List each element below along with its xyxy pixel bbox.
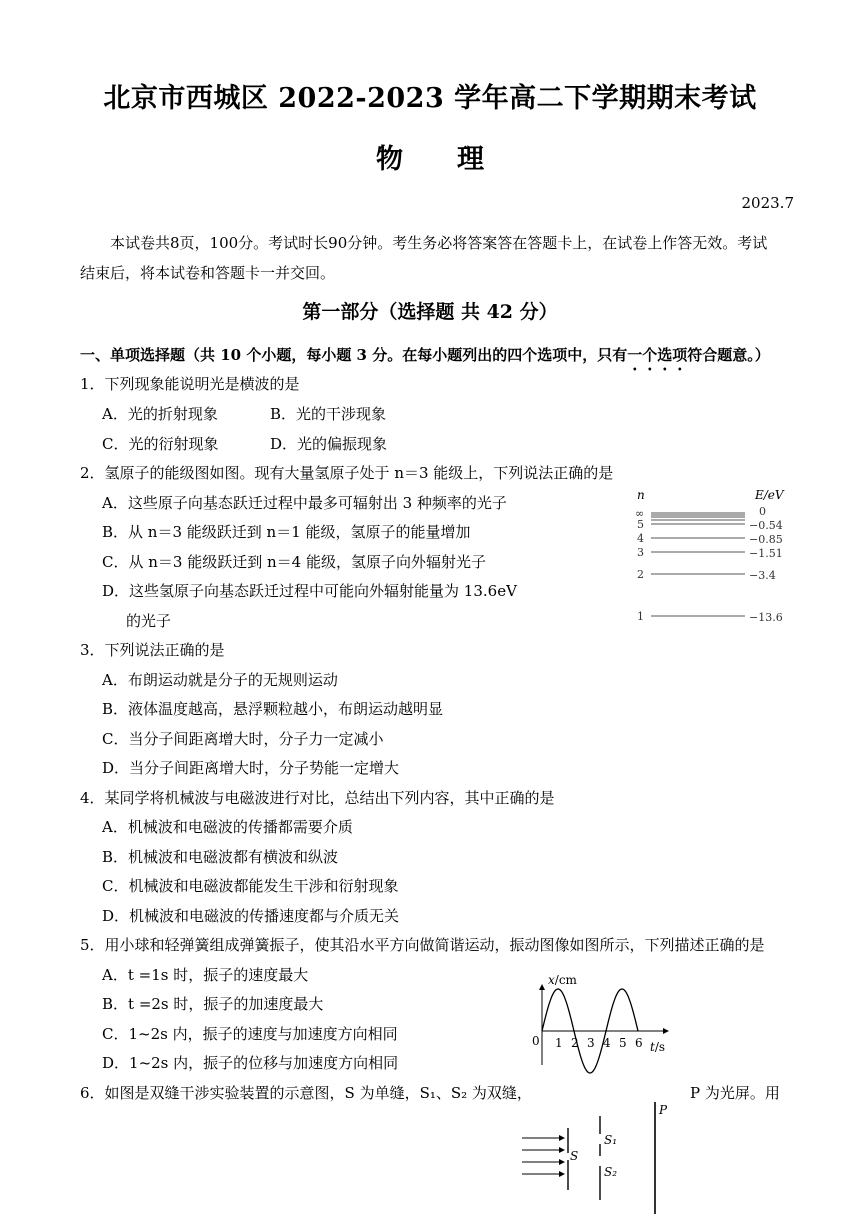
q5-option-c: C．1~2s 内，振子的速度与加速度方向相同 [102,1025,398,1043]
level-e-inf: 0 [759,505,766,518]
level-n-inf: ∞ [635,507,645,520]
q3-option-b: B．液体温度越高，悬浮颗粒越小，布朗运动越明显 [102,700,444,718]
label-s: S [570,1149,579,1163]
exam-date: 2023.7 [741,194,794,212]
level-e-5: −0.54 [749,519,783,532]
q2-option-d-continued: 的光子 [126,612,172,630]
question-5-stem: 5．用小球和轻弹簧组成弹簧振子，使其沿水平方向做简谐运动，振动图像如图所示，下列描述正确的是 [80,936,765,954]
question-4-stem: 4．某同学将机械波与电磁波进行对比，总结出下列内容，其中正确的是 [80,789,555,807]
tick-label-1: 1 [555,1036,563,1050]
x-axis-label: t/s [650,1040,666,1054]
page-title: 北京市西城区 2022-2023 学年高二下学期期末考试 [103,83,757,114]
q1-option-b: B．光的干涉现象 [270,405,387,423]
q3-option-a: A．布朗运动就是分子的无规则运动 [102,671,338,689]
label-s1: S₁ [604,1133,618,1147]
tick-label-2: 2 [571,1036,579,1050]
y-axis-label: x/cm [548,973,577,987]
level-n-2: 2 [637,568,644,581]
q1-option-c: C．光的衍射现象 [102,435,219,453]
q3-option-c: C．当分子间距离增大时，分子力一定减小 [102,730,384,748]
section-tail: 符合题意。） [687,346,770,364]
section-lead: 一、单项选择题（共 10 个小题，每小题 3 分。在每小题列出的四个选项中，只有 [80,346,628,364]
q2-option-d: D．这些氢原子向基态跃迁过程中可能向外辐射能量为 13.6eV [102,582,517,600]
origin-label: 0 [532,1034,540,1048]
tick-label-5: 5 [619,1036,627,1050]
energy-level-diagram [625,484,795,630]
energy-e-label: E/eV [755,488,784,502]
tick-label-4: 4 [603,1036,611,1050]
q4-option-b: B．机械波和电磁波都有横波和纵波 [102,848,339,866]
question-6-stem-b: P 为光屏。用 [690,1084,780,1102]
label-p: P [659,1103,668,1117]
q1-option-d: D．光的偏振现象 [270,435,388,453]
level-e-3: −1.51 [749,547,783,560]
q2-option-b: B．从 n＝3 能级跃迁到 n＝1 能级，氢原子的能量增加 [102,523,471,541]
level-e-1: −13.6 [749,611,783,624]
question-1-stem: 1．下列现象能说明光是横波的是 [80,375,300,393]
subject-title: 物 理 [376,144,484,175]
level-n-1: 1 [637,610,644,623]
label-s2: S₂ [604,1165,618,1179]
q2-option-c: C．从 n＝3 能级跃迁到 n＝4 能级，氢原子向外辐射光子 [102,553,486,571]
vibration-graph [528,965,678,1085]
level-n-5: 5 [637,518,644,531]
level-n-4: 4 [637,532,644,545]
q5-option-b: B．t =2s 时，振子的加速度最大 [102,995,324,1013]
question-2-stem: 2．氢原子的能级图如图。现有大量氢原子处于 n＝3 能级上，下列说法正确的是 [80,464,614,482]
level-e-4: −0.85 [749,533,783,546]
q2-option-a: A．这些原子向基态跃迁过程中最多可辐射出 3 种频率的光子 [102,494,507,512]
q4-option-c: C．机械波和电磁波都能发生干涉和衍射现象 [102,877,399,895]
section-emphasis: 一个选项 [627,346,688,364]
question-3-stem: 3．下列说法正确的是 [80,641,225,659]
tick-label-3: 3 [587,1036,595,1050]
question-6-stem-a: 6．如图是双缝干涉实验装置的示意图，S 为单缝，S₁、S₂ 为双缝， [80,1084,532,1102]
q3-option-d: D．当分子间距离增大时，分子势能一定增大 [102,759,400,777]
tick-label-6: 6 [635,1036,643,1050]
section-one-heading [80,344,770,374]
q5-option-d: D．1~2s 内，振子的位移与加速度方向相同 [102,1054,399,1072]
q4-option-d: D．机械波和电磁波的传播速度都与介质无关 [102,907,400,925]
level-n-3: 3 [637,546,644,559]
q5-option-a: A．t =1s 时，振子的速度最大 [102,966,309,984]
q4-option-a: A．机械波和电磁波的传播都需要介质 [102,818,353,836]
double-slit-diagram [518,1098,678,1216]
energy-n-label: n [637,488,645,502]
level-e-2: −3.4 [749,569,776,582]
exam-instructions: 本试卷共8页，100分。考试时长90分钟。考生务必将答案答在答题卡上，在试卷上作答无效。考试结束后，将本试卷和答题卡一并交回。 [80,234,768,282]
q1-option-a: A．光的折射现象 [102,405,218,423]
part-one-heading: 第一部分（选择题 共 42 分） [302,301,558,323]
